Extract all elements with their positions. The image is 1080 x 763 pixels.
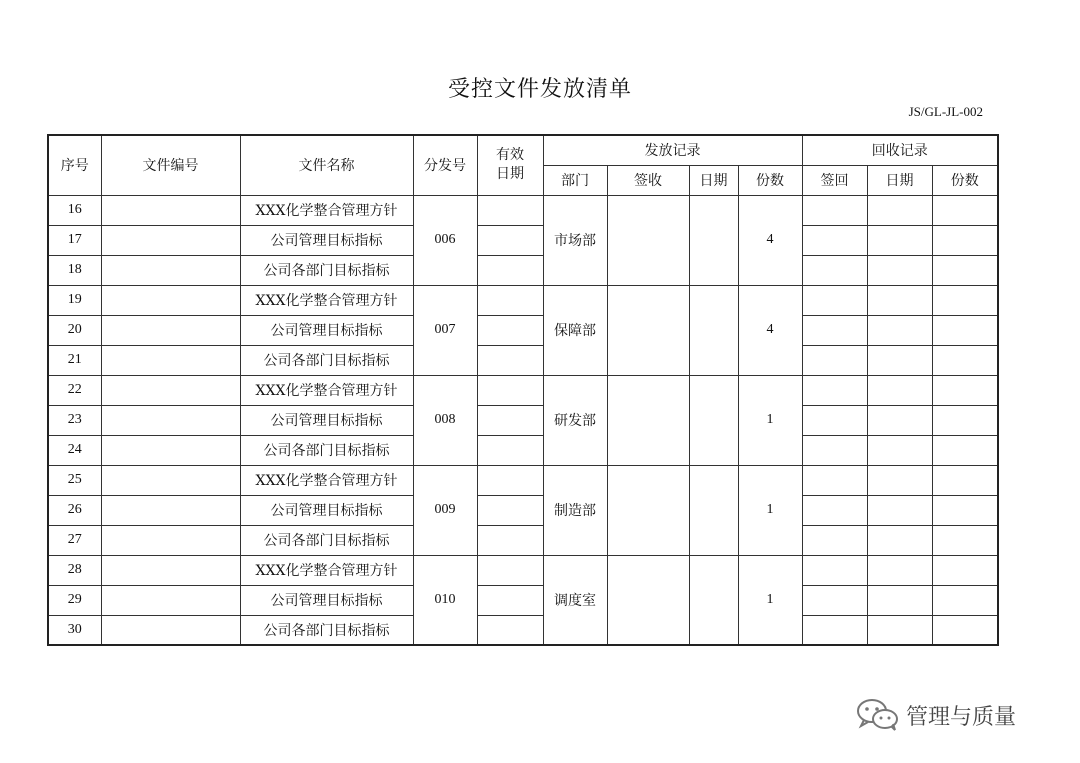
table-row bbox=[48, 285, 998, 315]
cell-issue-date bbox=[689, 555, 738, 645]
cell-recover-date bbox=[867, 285, 932, 315]
header-recover-date: 日期 bbox=[867, 165, 932, 195]
cell-recover-sign bbox=[802, 495, 867, 525]
header-file-no: 文件编号 bbox=[101, 135, 240, 195]
distribution-table bbox=[47, 134, 999, 646]
cell-recover-date bbox=[867, 315, 932, 345]
cell-file-no bbox=[101, 405, 240, 435]
cell-issue-copies: 1 bbox=[738, 375, 802, 465]
cell-file-no bbox=[101, 345, 240, 375]
cell-seq: 17 bbox=[48, 225, 101, 255]
table-row bbox=[48, 405, 998, 435]
cell-recover-copies bbox=[932, 345, 998, 375]
cell-recover-copies bbox=[932, 465, 998, 495]
wechat-icon bbox=[856, 698, 900, 732]
cell-recover-date bbox=[867, 345, 932, 375]
table-row bbox=[48, 465, 998, 495]
cell-valid-date bbox=[477, 255, 543, 285]
cell-recover-date bbox=[867, 525, 932, 555]
cell-valid-date bbox=[477, 615, 543, 645]
cell-dist-no: 009 bbox=[413, 465, 477, 555]
header-issue-copies: 份数 bbox=[738, 165, 802, 195]
cell-recover-date bbox=[867, 405, 932, 435]
cell-issue-date bbox=[689, 375, 738, 465]
cell-valid-date bbox=[477, 495, 543, 525]
cell-recover-sign bbox=[802, 345, 867, 375]
cell-valid-date bbox=[477, 195, 543, 225]
cell-recover-sign bbox=[802, 255, 867, 285]
cell-recover-copies bbox=[932, 405, 998, 435]
cell-seq: 29 bbox=[48, 585, 101, 615]
table-row bbox=[48, 435, 998, 465]
cell-recover-sign bbox=[802, 315, 867, 345]
header-file-name: 文件名称 bbox=[240, 135, 413, 195]
cell-seq: 25 bbox=[48, 465, 101, 495]
table-row bbox=[48, 315, 998, 345]
cell-file-no bbox=[101, 465, 240, 495]
watermark-text: 管理与质量 bbox=[906, 704, 1017, 730]
table-row bbox=[48, 225, 998, 255]
cell-issue-date bbox=[689, 465, 738, 555]
table-row bbox=[48, 615, 998, 645]
cell-valid-date bbox=[477, 225, 543, 255]
cell-valid-date bbox=[477, 345, 543, 375]
cell-issue-date bbox=[689, 285, 738, 375]
cell-file-no bbox=[101, 435, 240, 465]
cell-recover-copies bbox=[932, 285, 998, 315]
cell-recover-sign bbox=[802, 375, 867, 405]
cell-recover-sign bbox=[802, 615, 867, 645]
cell-file-name: 公司各部门目标指标 bbox=[240, 525, 413, 555]
cell-recover-sign bbox=[802, 435, 867, 465]
cell-seq: 20 bbox=[48, 315, 101, 345]
cell-recover-sign bbox=[802, 285, 867, 315]
cell-file-name: XXX化学整合管理方针 bbox=[240, 555, 413, 585]
cell-recover-date bbox=[867, 615, 932, 645]
header-dist-no: 分发号 bbox=[413, 135, 477, 195]
cell-recover-date bbox=[867, 435, 932, 465]
table-row bbox=[48, 495, 998, 525]
cell-issue-sign bbox=[607, 375, 689, 465]
cell-seq: 19 bbox=[48, 285, 101, 315]
cell-file-name: 公司管理目标指标 bbox=[240, 495, 413, 525]
cell-issue-copies: 1 bbox=[738, 555, 802, 645]
cell-valid-date bbox=[477, 555, 543, 585]
header-issue-date: 日期 bbox=[689, 165, 738, 195]
cell-issue-sign bbox=[607, 285, 689, 375]
cell-issue-dept: 研发部 bbox=[543, 375, 607, 465]
cell-seq: 26 bbox=[48, 495, 101, 525]
cell-recover-sign bbox=[802, 555, 867, 585]
cell-issue-copies: 1 bbox=[738, 465, 802, 555]
header-issue-dept: 部门 bbox=[543, 165, 607, 195]
cell-recover-sign bbox=[802, 195, 867, 225]
page-title: 受控文件发放清单 bbox=[447, 77, 632, 102]
cell-valid-date bbox=[477, 525, 543, 555]
cell-recover-sign bbox=[802, 225, 867, 255]
cell-recover-copies bbox=[932, 435, 998, 465]
cell-file-name: XXX化学整合管理方针 bbox=[240, 285, 413, 315]
cell-seq: 18 bbox=[48, 255, 101, 285]
cell-file-no bbox=[101, 585, 240, 615]
cell-seq: 23 bbox=[48, 405, 101, 435]
cell-recover-sign bbox=[802, 405, 867, 435]
cell-recover-copies bbox=[932, 315, 998, 345]
cell-seq: 30 bbox=[48, 615, 101, 645]
cell-dist-no: 010 bbox=[413, 555, 477, 645]
cell-seq: 16 bbox=[48, 195, 101, 225]
cell-recover-date bbox=[867, 375, 932, 405]
header-valid-date-text: 有效日期 bbox=[496, 147, 524, 183]
table-row bbox=[48, 525, 998, 555]
cell-file-no bbox=[101, 375, 240, 405]
cell-issue-dept: 市场部 bbox=[543, 195, 607, 285]
cell-file-no bbox=[101, 225, 240, 255]
cell-seq: 28 bbox=[48, 555, 101, 585]
cell-file-name: 公司管理目标指标 bbox=[240, 405, 413, 435]
header-recover-copies: 份数 bbox=[932, 165, 998, 195]
cell-file-name: 公司各部门目标指标 bbox=[240, 255, 413, 285]
cell-issue-sign bbox=[607, 195, 689, 285]
cell-valid-date bbox=[477, 585, 543, 615]
cell-issue-sign bbox=[607, 555, 689, 645]
cell-recover-copies bbox=[932, 555, 998, 585]
cell-file-name: XXX化学整合管理方针 bbox=[240, 465, 413, 495]
header-issue-sign: 签收 bbox=[607, 165, 689, 195]
cell-file-no bbox=[101, 195, 240, 225]
watermark bbox=[856, 698, 1016, 732]
cell-recover-date bbox=[867, 225, 932, 255]
table-row bbox=[48, 345, 998, 375]
cell-recover-copies bbox=[932, 375, 998, 405]
cell-recover-copies bbox=[932, 615, 998, 645]
cell-recover-date bbox=[867, 255, 932, 285]
cell-recover-copies bbox=[932, 225, 998, 255]
cell-file-name: 公司管理目标指标 bbox=[240, 585, 413, 615]
header-issue-record: 发放记录 bbox=[543, 135, 802, 165]
cell-recover-copies bbox=[932, 195, 998, 225]
cell-valid-date bbox=[477, 465, 543, 495]
cell-dist-no: 006 bbox=[413, 195, 477, 285]
cell-issue-dept: 保障部 bbox=[543, 285, 607, 375]
cell-file-no bbox=[101, 315, 240, 345]
cell-file-name: 公司各部门目标指标 bbox=[240, 345, 413, 375]
header-seq: 序号 bbox=[48, 135, 101, 195]
cell-seq: 21 bbox=[48, 345, 101, 375]
cell-recover-date bbox=[867, 555, 932, 585]
cell-recover-copies bbox=[932, 495, 998, 525]
cell-issue-copies: 4 bbox=[738, 195, 802, 285]
cell-file-name: XXX化学整合管理方针 bbox=[240, 195, 413, 225]
cell-recover-date bbox=[867, 195, 932, 225]
cell-file-name: 公司管理目标指标 bbox=[240, 225, 413, 255]
cell-issue-dept: 制造部 bbox=[543, 465, 607, 555]
table-body bbox=[48, 195, 998, 645]
cell-recover-copies bbox=[932, 585, 998, 615]
cell-file-name: 公司各部门目标指标 bbox=[240, 435, 413, 465]
cell-recover-date bbox=[867, 585, 932, 615]
cell-seq: 22 bbox=[48, 375, 101, 405]
cell-file-no bbox=[101, 615, 240, 645]
table-row bbox=[48, 585, 998, 615]
cell-recover-date bbox=[867, 495, 932, 525]
cell-dist-no: 007 bbox=[413, 285, 477, 375]
cell-issue-dept: 调度室 bbox=[543, 555, 607, 645]
cell-file-no bbox=[101, 285, 240, 315]
cell-file-name: 公司管理目标指标 bbox=[240, 315, 413, 345]
header-recover-sign: 签回 bbox=[802, 165, 867, 195]
document-code: JS/GL-JL-002 bbox=[908, 104, 983, 119]
cell-valid-date bbox=[477, 315, 543, 345]
cell-recover-copies bbox=[932, 525, 998, 555]
cell-file-no bbox=[101, 525, 240, 555]
cell-valid-date bbox=[477, 435, 543, 465]
header-valid-date bbox=[477, 135, 543, 195]
cell-file-no bbox=[101, 255, 240, 285]
cell-issue-sign bbox=[607, 465, 689, 555]
cell-valid-date bbox=[477, 405, 543, 435]
cell-file-no bbox=[101, 495, 240, 525]
cell-seq: 24 bbox=[48, 435, 101, 465]
cell-issue-copies: 4 bbox=[738, 285, 802, 375]
cell-seq: 27 bbox=[48, 525, 101, 555]
cell-valid-date bbox=[477, 285, 543, 315]
cell-file-name: 公司各部门目标指标 bbox=[240, 615, 413, 645]
cell-recover-sign bbox=[802, 465, 867, 495]
cell-issue-date bbox=[689, 195, 738, 285]
cell-recover-copies bbox=[932, 255, 998, 285]
table-row bbox=[48, 555, 998, 585]
table-row bbox=[48, 375, 998, 405]
table-row bbox=[48, 195, 998, 225]
table-row bbox=[48, 255, 998, 285]
cell-valid-date bbox=[477, 375, 543, 405]
header-recover-record: 回收记录 bbox=[802, 135, 998, 165]
cell-recover-sign bbox=[802, 525, 867, 555]
cell-recover-date bbox=[867, 465, 932, 495]
cell-file-no bbox=[101, 555, 240, 585]
cell-recover-sign bbox=[802, 585, 867, 615]
cell-dist-no: 008 bbox=[413, 375, 477, 465]
cell-file-name: XXX化学整合管理方针 bbox=[240, 375, 413, 405]
